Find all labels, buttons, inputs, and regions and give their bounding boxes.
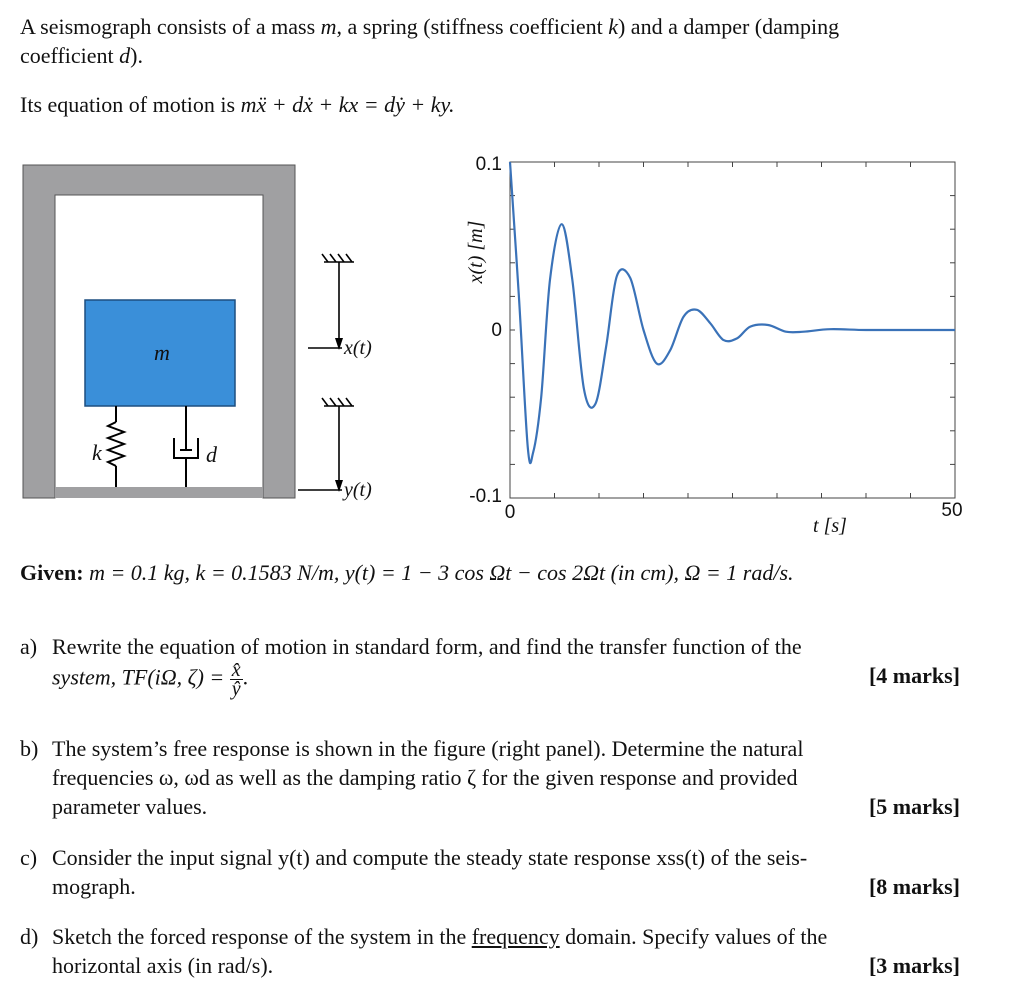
x-axis-label: t [s] [813,515,847,537]
question-b: b) The system’s free response is shown in the figure (right panel). Determine the natural frequencies ω, ωd as well as the damping ratio ζ for the given response and provided parameter values. [5 marks] [20,736,960,819]
marks-d: [3 marks] [868,953,960,978]
equation-of-motion: Its equation of motion is mẍ + dẋ + kx = dẏ + ky. [20,92,455,117]
question-a: a) Rewrite the equation of motion in standard form, and find the transfer function of the system, TF(iΩ, ζ) = $\frac{x̂}{ŷ}$ . [4 marks] [20,634,960,700]
x-tick-end: 50 [941,500,963,521]
y-indicator [298,398,354,490]
y-label: y(t) [344,479,372,501]
y-tick-bottom: -0.1 [469,486,502,507]
intro-line-2: coefficient d). [20,43,143,68]
x-label: x(t) [344,337,372,359]
marks-a: [4 marks] [868,663,960,688]
given-line: Given: m = 0.1 kg, k = 0.1583 N/m, y(t) = 1 − 3 cos Ωt − cos 2Ωt (in cm), Ω = 1 rad/s. [20,560,794,585]
x-indicator [308,254,354,348]
marks-b: [5 marks] [868,794,960,819]
transfer-fraction: $\frac{x̂}{ŷ}$ [231,659,241,700]
spring-label: k [92,440,102,465]
spring [108,406,124,487]
damper [174,406,198,487]
seismograph-diagram [18,160,438,510]
free-response-chart [440,140,980,540]
y-tick-mid: 0 [491,320,502,341]
marks-c: [8 marks] [868,874,960,899]
damper-label: d [206,442,217,467]
question-d: d) Sketch the forced response of the system in the frequency domain. Specify values of the horizontal axis (in rad/s). [3 marks] [20,924,960,978]
mass-label: m [154,340,170,365]
question-c: c) Consider the input signal y(t) and compute the steady state response xss(t) of the seis- mograph. [8 marks] [20,845,960,899]
x-tick-start: 0 [504,502,516,523]
y-tick-top: 0.1 [475,154,502,175]
housing-floor [55,487,263,498]
y-axis-label: x(t) [m] [465,220,487,284]
intro-line-1: A seismograph consists of a mass m, a spring (stiffness coefficient k) and a damper (damping [20,14,840,39]
